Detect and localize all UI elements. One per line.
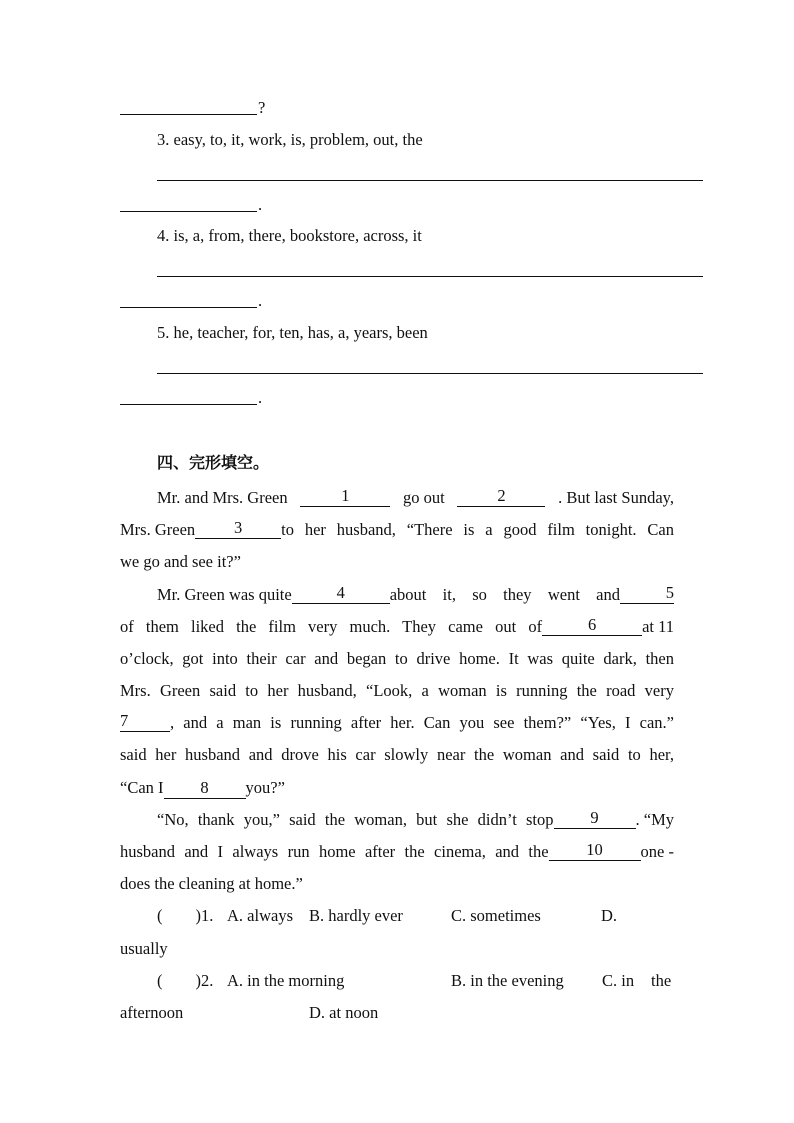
answer-line[interactable] [120, 307, 257, 308]
passage-line [157, 809, 674, 831]
blank-7[interactable]: 7 [120, 712, 170, 732]
passage-text: go out [403, 488, 445, 507]
option-b: B. hardly ever [309, 906, 403, 925]
answer-parentheses[interactable]: ( ) [157, 906, 201, 925]
question-row [157, 905, 213, 927]
question-number: 1. [201, 906, 214, 925]
passage-text: “Can I [120, 778, 164, 797]
passage-text: Mr. and Mrs. Green [157, 488, 288, 507]
passage-text: you?” [245, 778, 285, 797]
question-4-prompt: 4. is, a, from, there, bookstore, across, it [157, 226, 422, 245]
passage-text: Mrs. Green [120, 520, 196, 539]
blank-3[interactable]: 3 [195, 519, 281, 539]
passage-line [157, 487, 674, 509]
blank-5[interactable]: 5 [620, 584, 674, 604]
passage-text: . “My [635, 810, 674, 829]
passage-text: to her husband, “There is a good film tonight. Can [281, 520, 674, 539]
passage-line [120, 616, 674, 638]
answer-line[interactable] [157, 180, 703, 181]
passage-text: “No, thank you,” said the woman, but she didn’t stop [157, 810, 554, 829]
answer-line[interactable] [120, 114, 257, 115]
answer-line[interactable] [120, 211, 257, 212]
passage-line [120, 519, 674, 541]
passage-text: husband and I always run home after the cinema, and the [120, 842, 549, 861]
blank-6[interactable]: 6 [542, 616, 642, 636]
answer-line[interactable] [157, 373, 703, 374]
question-end-mark: . [258, 291, 263, 310]
option-c: C. in [602, 971, 635, 990]
passage-text: about it, so they went and [389, 585, 620, 604]
blank-8[interactable]: 8 [164, 779, 246, 799]
passage-text: one - [640, 842, 674, 861]
blank-9[interactable]: 9 [554, 809, 636, 829]
blank-10[interactable]: 10 [549, 841, 641, 861]
option-c-wrap: afternoon [120, 1003, 184, 1022]
passage-line: Mrs. Green said to her husband, “Look, a woman is running the road very [120, 681, 674, 700]
passage-text: . But last Sunday, [558, 488, 674, 507]
question-end-mark: ? [258, 98, 266, 117]
passage-line: does the cleaning at home.” [120, 874, 303, 893]
question-5-prompt: 5. he, teacher, for, ten, has, a, years, been [157, 323, 428, 342]
option-b: B. in the evening [451, 971, 564, 990]
passage-line [120, 777, 285, 799]
passage-line: we go and see it?” [120, 552, 241, 571]
option-c: C. sometimes [451, 906, 541, 925]
question-end-mark: . [258, 195, 263, 214]
blank-1[interactable]: 1 [300, 487, 390, 507]
option-a: A. always [227, 906, 293, 925]
passage-line [120, 841, 674, 863]
passage-text: of them liked the film very much. They came out of [120, 617, 543, 636]
answer-line[interactable] [157, 276, 703, 277]
passage-line: o’clock, got into their car and began to drive home. It was quite dark, then [120, 649, 674, 668]
question-row [157, 970, 213, 992]
option-d: D. [601, 906, 618, 925]
passage-text: at 11 [642, 617, 674, 636]
question-number: 2. [201, 971, 214, 990]
option-d: D. at noon [309, 1003, 379, 1022]
answer-parentheses[interactable]: ( ) [157, 971, 201, 990]
option-c-continued: the [651, 971, 672, 990]
section-heading: 四、完形填空。 [157, 453, 270, 472]
passage-line [120, 712, 674, 734]
passage-line [157, 584, 674, 606]
passage-line: said her husband and drove his car slowly near the woman and said to her, [120, 745, 674, 764]
passage-text: , and a man is running after her. Can you see them?” “Yes, I can.” [170, 713, 674, 732]
option-a: A. in the morning [227, 971, 345, 990]
passage-text: Mr. Green was quite [157, 585, 292, 604]
blank-4[interactable]: 4 [292, 584, 390, 604]
question-end-mark: . [258, 388, 263, 407]
question-3-prompt: 3. easy, to, it, work, is, problem, out, the [157, 130, 423, 149]
option-wrap: usually [120, 939, 168, 958]
answer-line[interactable] [120, 404, 257, 405]
blank-2[interactable]: 2 [457, 487, 545, 507]
